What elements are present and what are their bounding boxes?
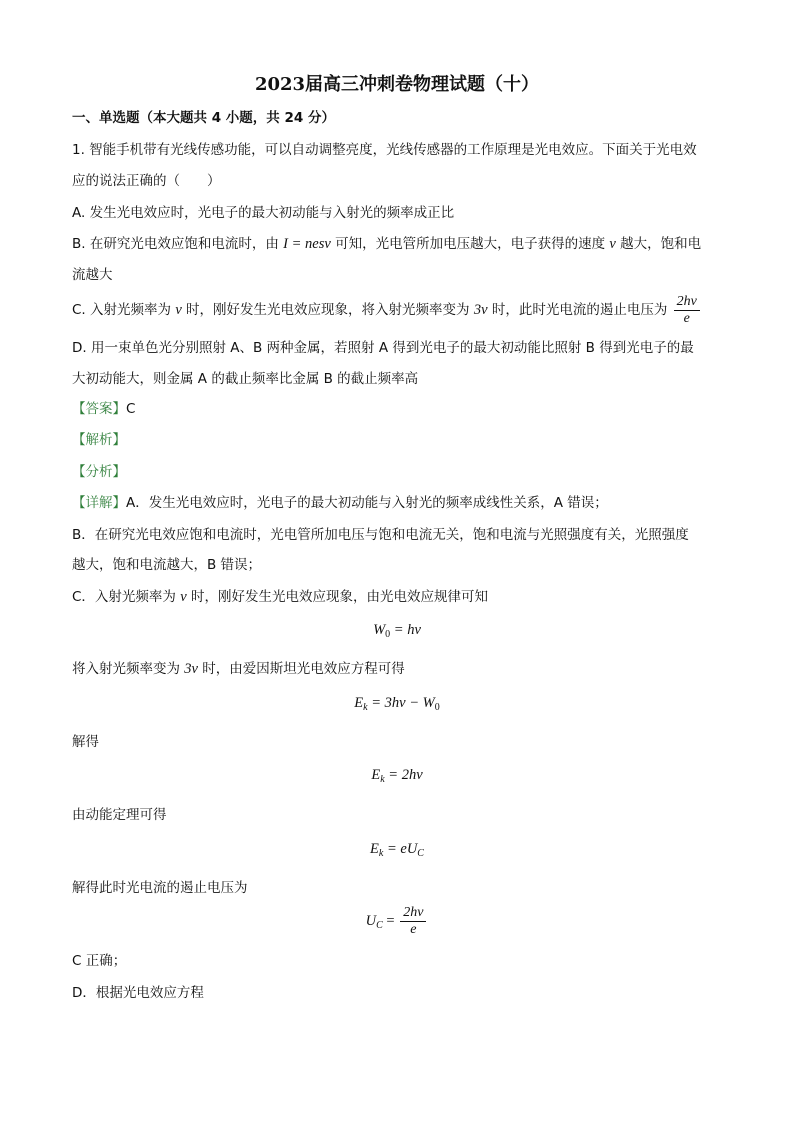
eq4-lhs: E xyxy=(370,841,379,857)
eq1-sub: 0 xyxy=(385,629,391,640)
detail-c-text-post: 时，刚好发生光电效应现象，由光电效应规律可知 xyxy=(190,589,488,605)
option-b-line-2: 流越大 xyxy=(72,267,113,283)
eq4-rhs-sub: C xyxy=(417,848,424,859)
equation-kinetic xyxy=(0,841,794,859)
equation-work-function xyxy=(0,622,794,640)
option-b-text-mid: 可知，光电管所加电压越大，电子获得的速度 xyxy=(335,236,606,252)
equation-ek-result xyxy=(0,767,794,785)
option-b-formula: I = nesv xyxy=(283,236,331,252)
eq3-lhs: E xyxy=(371,767,381,783)
answer-label: 【答案】 xyxy=(72,401,126,417)
equation-einstein xyxy=(0,695,794,713)
eq2-sub: k xyxy=(363,702,368,713)
detail-c-text-pre: C．入射光频率为 xyxy=(72,589,176,605)
option-b-line-1 xyxy=(72,234,701,254)
text-3nu-pre: 将入射光频率变为 xyxy=(72,661,180,677)
option-c xyxy=(72,293,702,327)
eq2-lhs: E xyxy=(354,695,364,711)
text-3nu-value: 3ν xyxy=(184,661,198,677)
detail-c-line xyxy=(72,587,488,607)
option-d-line-1: D. 用一束单色光分别照射 A、B 两种金属，若照射 A 得到光电子的最大初动能比照射 B 得到光电子的最 xyxy=(72,340,694,356)
option-c-text-pre: C. 入射光频率为 xyxy=(72,302,172,318)
equation-stopping-voltage xyxy=(0,904,794,943)
eq5-equals: = xyxy=(382,913,399,929)
option-c-text-post: 时，此时光电流的遏止电压为 xyxy=(491,302,668,318)
option-d-line-2: 大初动能大，则金属 A 的截止频率比金属 B 的截止频率高 xyxy=(72,371,419,387)
option-c-fraction xyxy=(674,294,700,327)
eq3-rhs: = 2hν xyxy=(384,767,423,783)
eq5-num: 2hν xyxy=(403,905,424,921)
answer-value: C xyxy=(126,401,136,417)
option-a: A. 发生光电效应时，光电子的最大初动能与入射光的频率成正比 xyxy=(72,205,455,221)
solve-text: 解得 xyxy=(72,734,99,750)
eq5-sub: C xyxy=(376,920,383,931)
option-b-text-post: 越大，饱和电 xyxy=(620,236,702,252)
option-b-velocity: v xyxy=(609,236,616,252)
eq2-rhs-sub: 0 xyxy=(434,702,440,713)
option-b-text-pre: B. 在研究光电效应饱和电流时，由 xyxy=(72,236,279,252)
detail-b-line-2: 越大，饱和电流越大，B 错误； xyxy=(72,557,262,573)
eq5-lhs: U xyxy=(365,913,377,929)
eq5-den: e xyxy=(400,921,426,938)
kinetic-theorem-text: 由动能定理可得 xyxy=(72,807,167,823)
detail-c-nu: ν xyxy=(180,589,187,605)
eq1-lhs: W xyxy=(373,622,386,638)
page-title: 2023届高三冲刺卷物理试题（十） xyxy=(254,74,540,95)
eq4-sub: k xyxy=(378,848,384,859)
section-heading: 一、单选题（本大题共 4 小题，共 24 分） xyxy=(72,110,335,126)
eq4-rhs: = eU xyxy=(383,841,418,857)
text-3nu-post: 时，由爱因斯坦光电效应方程可得 xyxy=(202,661,405,677)
detail-d-text: D．根据光电效应方程 xyxy=(72,985,204,1001)
option-c-nu: ν xyxy=(175,302,182,318)
question-stem-line-1: 1. 智能手机带有光线传感功能，可以自动调整亮度，光线传感器的工作原理是光电效应。下面关于光电效 xyxy=(72,142,697,158)
option-c-text-mid: 时，刚好发生光电效应现象，将入射光频率变为 xyxy=(186,302,470,318)
solve-voltage-text: 解得此时光电流的遏止电压为 xyxy=(72,880,248,896)
eq2-rhs: = 3hν − W xyxy=(367,695,435,711)
option-c-frac-num: 2hν xyxy=(676,293,697,309)
option-c-3nu: 3ν xyxy=(473,302,488,318)
eq1-rhs: = hν xyxy=(390,622,421,638)
c-correct-text: C 正确； xyxy=(72,953,127,969)
detail-a xyxy=(72,493,608,513)
analyze-label: 【分析】 xyxy=(72,464,126,480)
eq3-sub: k xyxy=(380,774,385,785)
detail-a-text: A．发生光电效应时，光电子的最大初动能与入射光的频率成线性关系，A 错误； xyxy=(126,495,608,511)
detail-b-line-1: B．在研究光电效应饱和电流时，光电管所加电压与饱和电流无关，饱和电流与光照强度有关，光照强度 xyxy=(72,527,689,543)
eq5-fraction xyxy=(400,905,426,938)
option-c-frac-den: e xyxy=(674,310,700,327)
analysis-label: 【解析】 xyxy=(72,432,126,448)
detail-label: 【详解】 xyxy=(72,495,126,511)
question-stem-line-2: 应的说法正确的（ ） xyxy=(72,173,221,189)
answer-line xyxy=(72,399,135,419)
text-3nu-line xyxy=(72,659,405,679)
